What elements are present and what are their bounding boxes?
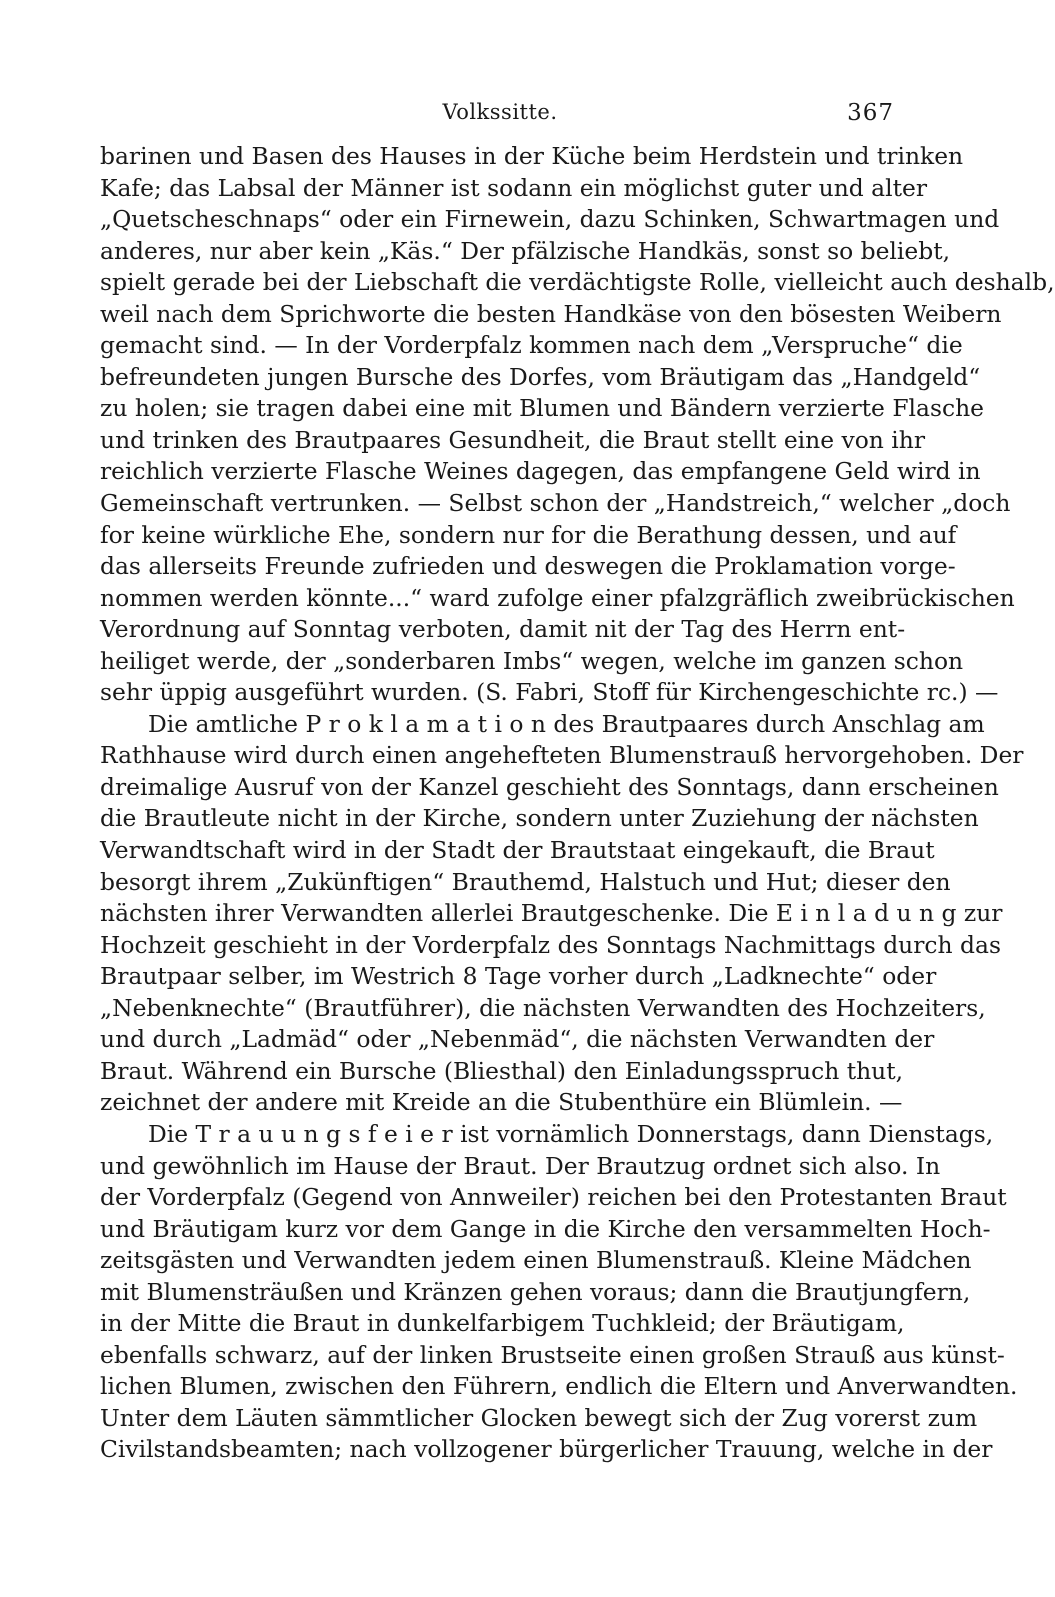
text-line: Die amtliche P r o k l a m a t i o n des Brautpaares durch Anschlag am — [148, 709, 985, 738]
text-line: Gemeinschaft vertrunken. — Selbst schon der „Handstreich,“ welcher „doch — [100, 489, 1011, 518]
running-head — [100, 100, 900, 134]
text-line: zeichnet der andere mit Kreide an die Stubenthüre ein Blümlein. — — [100, 1088, 903, 1117]
running-title: Volkssitte. — [442, 100, 558, 124]
text-line: und durch „Ladmäd“ oder „Nebenmäd“, die nächsten Verwandten der — [100, 1025, 935, 1054]
text-line: Kafe; das Labsal der Männer ist sodann ein möglichst guter und alter — [100, 173, 928, 202]
text-line: mit Blumensträußen und Kränzen gehen voraus; dann die Brautjungfern, — [100, 1277, 971, 1306]
text-line: nommen werden könnte...“ ward zufolge einer pfalzgräflich zweibrückischen — [100, 583, 1015, 612]
text-line: zeitsgästen und Verwandten jedem einen Blumenstrauß. Kleine Mädchen — [100, 1246, 972, 1275]
text-line: befreundeten jungen Bursche des Dorfes, vom Bräutigam das „Handgeld“ — [100, 362, 981, 391]
text-line: der Vorderpfalz (Gegend von Annweiler) reichen bei den Protestanten Braut — [100, 1183, 1007, 1212]
text-line: Rathhause wird durch einen angehefteten Blumenstrauß hervorgehoben. Der — [100, 741, 1024, 770]
text-line: die Brautleute nicht in der Kirche, sondern unter Zuziehung der nächsten — [100, 804, 979, 833]
text-line: „Nebenknechte“ (Brautführer), die nächsten Verwandten des Hochzeiters, — [100, 993, 986, 1022]
text-line: anderes, nur aber kein „Käs.“ Der pfälzische Handkäs, sonst so beliebt, — [100, 236, 951, 265]
text-line: und gewöhnlich im Hause der Braut. Der Brautzug ordnet sich also. In — [100, 1151, 941, 1180]
text-line: Verwandtschaft wird in der Stadt der Brautstaat eingekauft, die Braut — [100, 836, 935, 865]
text-line: spielt gerade bei der Liebschaft die verdächtigste Rolle, vielleicht auch deshalb, — [100, 268, 1055, 297]
text-line: weil nach dem Sprichworte die besten Handkäse von den bösesten Weibern — [100, 299, 1002, 328]
text-line: lichen Blumen, zwischen den Führern, endlich die Eltern und Anverwandten. — [100, 1372, 1018, 1401]
page-number: 367 — [847, 100, 894, 126]
text-line: nächsten ihrer Verwandten allerlei Brautgeschenke. Die E i n l a d u n g zur — [100, 899, 1003, 928]
text-line: heiliget werde, der „sonderbaren Imbs“ wegen, welche im ganzen schon — [100, 646, 964, 675]
text-line: Braut. Während ein Bursche (Bliesthal) den Einladungsspruch thut, — [100, 1056, 904, 1085]
paragraph — [100, 141, 1055, 709]
text-line: Civilstandsbeamten; nach vollzogener bürgerlicher Trauung, welche in der — [100, 1435, 993, 1464]
body-text — [100, 141, 1055, 1466]
text-line: und trinken des Brautpaares Gesundheit, die Braut stellt eine von ihr — [100, 425, 926, 454]
text-line: zu holen; sie tragen dabei eine mit Blumen und Bändern verzierte Flasche — [100, 394, 984, 423]
text-line: Brautpaar selber, im Westrich 8 Tage vorher durch „Ladknechte“ oder — [100, 962, 937, 991]
text-line: „Quetscheschnaps“ oder ein Firnewein, dazu Schinken, Schwartmagen und — [100, 205, 1000, 234]
text-line: gemacht sind. — In der Vorderpfalz kommen nach dem „Verspruche“ die — [100, 331, 963, 360]
paragraph — [100, 709, 1024, 1119]
text-line: in der Mitte die Braut in dunkelfarbigem Tuchkleid; der Bräutigam, — [100, 1309, 905, 1338]
text-line: und Bräutigam kurz vor dem Gange in die Kirche den versammelten Hoch- — [100, 1214, 991, 1243]
text-line: sehr üppig ausgeführt wurden. (S. Fabri, Stoff für Kirchengeschichte rc.) — — [100, 678, 999, 707]
text-line: dreimalige Ausruf von der Kanzel geschieht des Sonntags, dann erscheinen — [100, 772, 999, 801]
text-line: for keine würkliche Ehe, sondern nur for die Berathung dessen, und auf — [100, 520, 957, 549]
text-line: Verordnung auf Sonntag verboten, damit nit der Tag des Herrn ent- — [100, 615, 906, 644]
text-line: ebenfalls schwarz, auf der linken Brustseite einen großen Strauß aus künst- — [100, 1340, 1005, 1369]
text-line: reichlich verzierte Flasche Weines dagegen, das empfangene Geld wird in — [100, 457, 981, 486]
text-line: besorgt ihrem „Zukünftigen“ Brauthemd, Halstuch und Hut; dieser den — [100, 867, 951, 896]
text-line: Die T r a u u n g s f e i e r ist vornämlich Donnerstags, dann Dienstags, — [148, 1119, 994, 1148]
text-line: barinen und Basen des Hauses in der Küche beim Herdstein und trinken — [100, 142, 964, 170]
paragraph — [100, 1119, 1018, 1466]
text-line: Unter dem Läuten sämmtlicher Glocken bewegt sich der Zug vorerst zum — [100, 1403, 978, 1432]
text-line: das allerseits Freunde zufrieden und deswegen die Proklamation vorge- — [100, 552, 956, 581]
text-line: Hochzeit geschieht in der Vorderpfalz des Sonntags Nachmittags durch das — [100, 930, 1001, 959]
